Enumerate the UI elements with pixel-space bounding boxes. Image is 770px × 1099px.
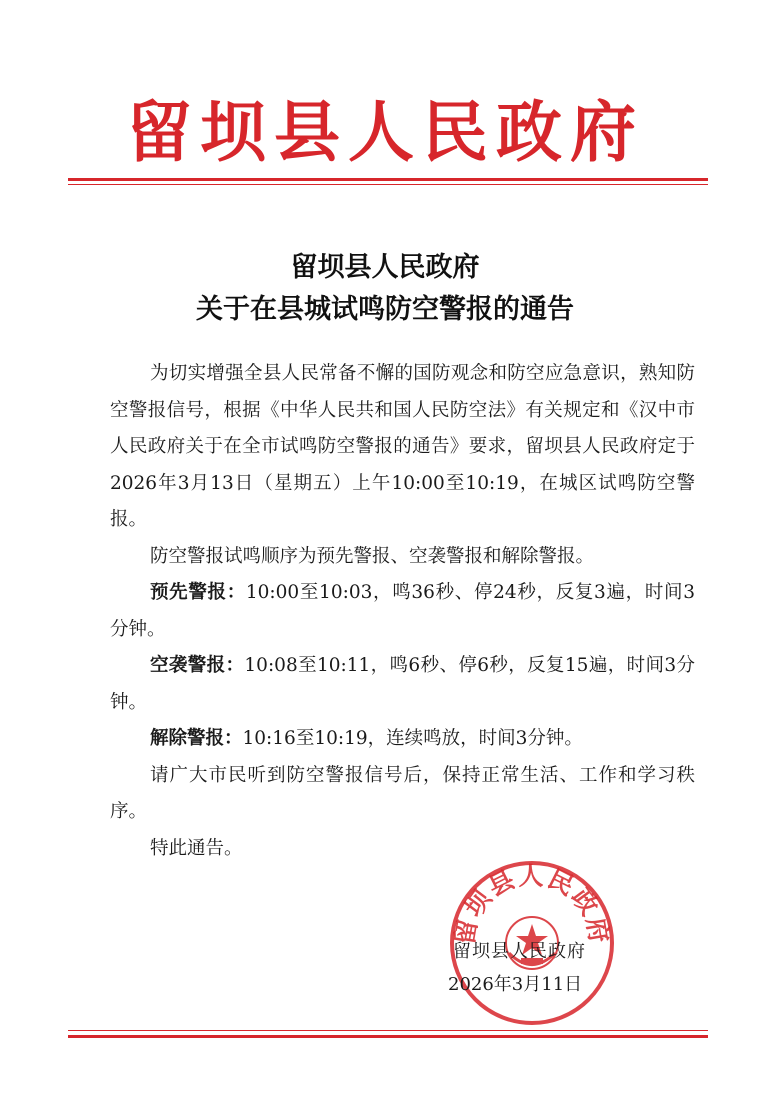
masthead-title: 留坝县人民政府 [126,93,644,171]
pre-warning-text: 10:00至10:03，鸣36秒、停24秒，反复3遍，时间3分钟。 [110,582,695,640]
paragraph-all-clear [110,721,695,758]
signature-date: 2026年3月11日 [448,974,583,995]
masthead-rule-thick [68,178,708,181]
paragraph-request: 请广大市民听到防空警报信号后，保持正常生活、工作和学习秩序。 [110,764,695,822]
signature-org: 留坝县人民政府 [453,941,586,962]
all-clear-text: 10:16至10:19，连续鸣放，时间3分钟。 [242,728,583,749]
pre-warning-label: 预先警报： [150,582,246,603]
masthead-rule-thin [68,184,708,185]
air-raid-label: 空袭警报： [150,655,245,676]
footer-rule-thin [68,1030,708,1031]
paragraph-closing: 特此通告。 [150,837,243,859]
notice-title-line2: 关于在县城试鸣防空警报的通告 [196,294,574,325]
paragraph-pre-warning [110,575,695,648]
footer-rule-thick [68,1035,708,1038]
paragraph-intro: 为切实增强全县人民常备不懈的国防观念和防空应急意识，熟知防空警报信号，根据《中华人民共和国人民防空法》有关规定和《汉中市人民政府关于在全市试鸣防空警报的通告》要求，留坝县人民政府定于2026年3月13日（星期五）上午10:00至10:19，在城区试鸣防空警报。 [110,363,695,530]
svg-text:留坝县人民政府: 留坝县人民政府 [449,861,615,947]
paragraph-order: 防空警报试鸣顺序为预先警报、空袭警报和解除警报。 [150,545,595,567]
paragraph-air-raid [110,648,695,721]
air-raid-text: 10:08至10:11，鸣6秒、停6秒，反复15遍，时间3分钟。 [110,655,695,713]
notice-body [110,356,695,867]
notice-title-line1: 留坝县人民政府 [290,252,480,283]
all-clear-label: 解除警报： [150,728,243,749]
